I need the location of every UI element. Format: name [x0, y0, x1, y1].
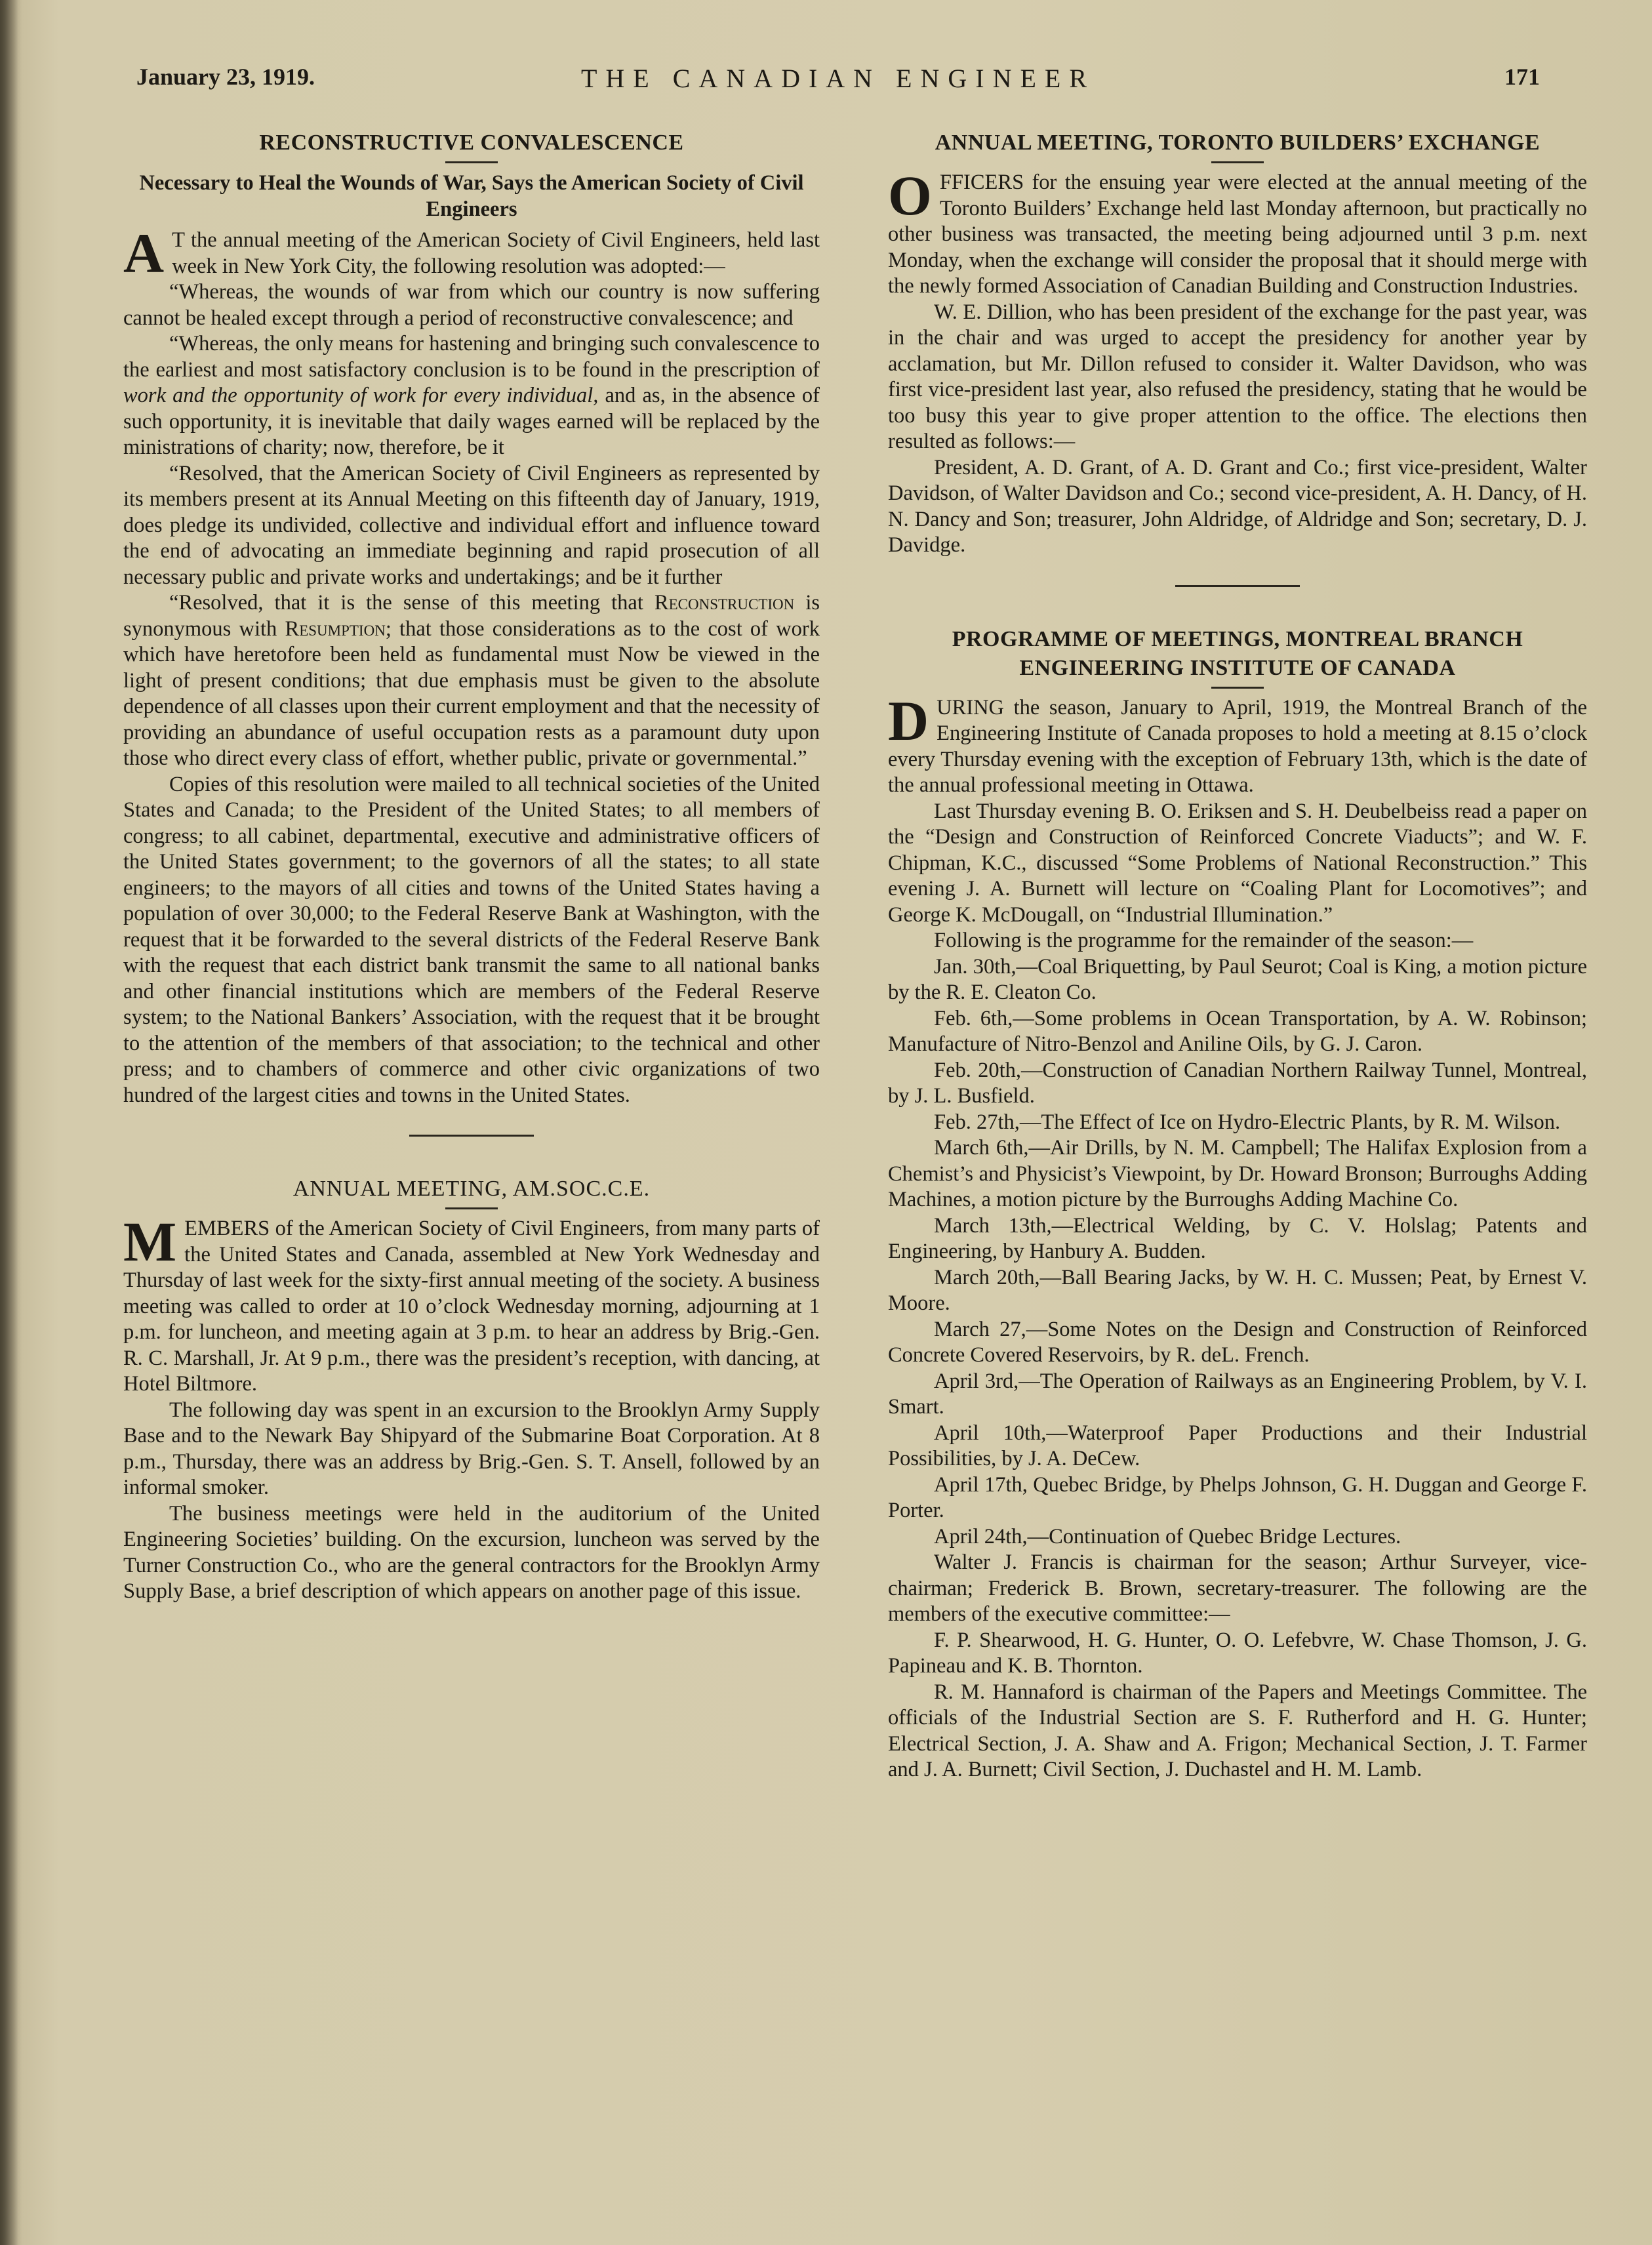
programme-item: April 17th, Quebec Bridge, by Phelps Johnson, G. H. Duggan and George F. Porter. [888, 1472, 1587, 1522]
paragraph: The business meetings were held in the auditorium of the United Engineering Societies’ building. On the excursion, luncheon was served by the Turner Construction Co., who are the general contractors for the Brooklyn Army Supply Base, a brief description of which appears on another page of this issue. [123, 1501, 820, 1603]
running-header [136, 63, 1540, 102]
programme-item: Jan. 30th,—Coal Briquetting, by Paul Seurot; Coal is King, a motion picture by the R. E. Cleaton Co. [888, 954, 1587, 1004]
paragraph: F. P. Shearwood, H. G. Hunter, O. O. Lefebvre, W. Chase Thomson, J. G. Papineau and K. B. Thornton. [888, 1628, 1587, 1678]
article-annual-meeting-amsocce [123, 1175, 820, 1605]
programme-item: March 20th,—Ball Bearing Jacks, by W. H. C. Mussen; Peat, by Ernest V. Moore. [888, 1265, 1587, 1315]
paragraph: “Resolved, that it is the sense of this meeting that Reconstruction is synonymous with Resumption; that those considerations as to the cost of work which have heretofore been held as fundamental must Now be viewed in the light of present conditions; that due emphasis must be given to the absolute dependence of all classes upon their current employment and that the necessity of providing an abundance of useful occupation rests as a paramount duty upon those who direct every class of effort, whether public, private or governmental.” [123, 591, 820, 770]
programme-item: April 3rd,—The Operation of Railways as an Engineering Problem, by V. I. Smart. [888, 1369, 1587, 1419]
title-rule [445, 161, 498, 163]
drop-cap: M [123, 1210, 177, 1273]
paragraph: A T the annual meeting of the American Society of Civil Engineers, held last week in New York City, the following resolution was adopted:— [123, 222, 820, 285]
paragraph: Last Thursday evening B. O. Eriksen and S. H. Deubelbeiss read a paper on the “Design and Construction of Reinforced Concrete Viaducts”; and W. F. Chipman, K.C., discussed “Some Problems of National Reconstruction.” This evening J. A. Burnett will lecture on “Coaling Plant for Locomotives”; and George K. McDougall, on “Industrial Illumination.” [888, 799, 1587, 927]
paragraph: R. M. Hannaford is chairman of the Papers and Meetings Committee. The officials of the Industrial Section are S. F. Rutherford and H. G. Hunter; Electrical Section, J. A. Shaw and A. Frigon; Mechanical Section, J. T. Farmer and J. A. Burnett; Civil Section, J. Duchastel and H. M. Lamb. [888, 1680, 1587, 1781]
title-rule [1211, 687, 1264, 689]
paragraph: “Resolved, that the American Society of Civil Engineers as represented by its members present at its Annual Meeting on this fifteenth day of January, 1919, does pledge its undivided, collective and individual effort and influence toward the end of advocating an immediate beginning and rapid prosecution of all necessary public and private works and undertakings; and be it further [123, 461, 820, 589]
programme-item: April 10th,—Waterproof Paper Productions and their Industrial Possibilities, by J. A. DeCew. [888, 1421, 1587, 1470]
drop-cap: O [888, 164, 932, 227]
article-title: RECONSTRUCTIVE CONVALESCENCE [259, 131, 684, 155]
issue-date: January 23, 1919. [136, 64, 315, 90]
programme-item: Feb. 6th,—Some problems in Ocean Transportation, by A. W. Robinson; Manufacture of Nitro-Benzol and Aniline Oils, by G. J. Caron. [888, 1006, 1587, 1056]
programme-item: Feb. 20th,—Construction of Canadian Northern Railway Tunnel, Montreal, by J. L. Busfield. [888, 1058, 1587, 1108]
article-montreal-programme [888, 625, 1587, 1783]
section-divider [1175, 585, 1300, 587]
paragraph: “Whereas, the only means for hastening and bringing such convalescence to the earliest and most satisfactory conclusion is to be found in the prescription of work and the opportunity of work for every individual, and as, in the absence of such opportunity, it is inevitable that daily wages earned will be replaced by the ministrations of charity; now, therefore, be it [123, 332, 820, 459]
paragraph: Walter J. Francis is chairman for the season; Arthur Surveyer, vice-chairman; Frederick B. Brown, secretary-treasurer. The following are the members of the executive committee:— [888, 1550, 1587, 1626]
page-number: 171 [1504, 64, 1540, 90]
programme-item: March 6th,—Air Drills, by N. M. Campbell; The Halifax Explosion from a Chemist’s and Physicist’s Viewpoint, by Dr. Howard Bronson; Burroughs Adding Machines, a motion picture by the Burroughs Adding Machine Co. [888, 1136, 1587, 1211]
drop-cap: D [888, 689, 929, 752]
binding-shadow [0, 0, 18, 2245]
paragraph: The following day was spent in an excursion to the Brooklyn Army Supply Base and to the Newark Bay Shipyard of the Submarine Boat Corporation. At 8 p.m., Thursday, there was an address by Brig.-Gen. S. T. Ansell, followed by an informal smoker. [123, 1398, 820, 1499]
right-column [888, 129, 1587, 1783]
title-rule [445, 1207, 498, 1209]
article-title: ANNUAL MEETING, TORONTO BUILDERS’ EXCHANGE [935, 131, 1541, 155]
paragraph: Following is the programme for the remainder of the season:— [934, 929, 1474, 952]
programme-item: March 13th,—Electrical Welding, by C. V. Holslag; Patents and Engineering, by Hanbury A. Budden. [888, 1213, 1587, 1263]
section-divider [409, 1135, 534, 1137]
article-reconstructive-convalescence [123, 129, 820, 1108]
drop-cap: A [123, 222, 165, 285]
programme-item: April 24th,—Continuation of Quebec Bridge Lectures. [934, 1524, 1401, 1548]
paragraph: MEMBERS of the American Society of Civil Engineers, from many parts of the United States and Canada, assembled at New York Wednesday and Thursday of last week for the sixty-first annual meeting of the society. A business meeting was called to order at 10 o’clock Wednesday morning, adjourning at 1 p.m. for luncheon, and meeting again at 3 p.m. to hear an address by Brig.-Gen. R. C. Marshall, Jr. At 9 p.m., there was the president’s reception, with dancing, at Hotel Biltmore. [123, 1210, 820, 1396]
paragraph: OFFICERS for the ensuing year were elected at the annual meeting of the Toronto Builders’ Exchange held last Monday afternoon, but practically no other business was transacted, the meeting being adjourned until 3 p.m. next Monday, when the exchange will consider the proposal that it should merge with the newly formed Association of Canadian Building and Construction Industries. [888, 164, 1587, 298]
paragraph: W. E. Dillion, who has been president of the exchange for the past year, was in the chair and was urged to accept the presidency for another year by acclamation, but Mr. Dillon refused to consider it. Walter Davidson, who was first vice-president last year, also refused the presidency, stating that he would be too busy this year to give proper attention to the office. The elections then resulted as follows:— [888, 300, 1587, 453]
programme-item: Feb. 27th,—The Effect of Ice on Hydro-Electric Plants, by R. M. Wilson. [934, 1110, 1561, 1134]
italic-phrase: work and the opportunity of work for every individual, [123, 384, 599, 407]
paragraph: DURING the season, January to April, 1919, the Montreal Branch of the Engineering Institute of Canada proposes to hold a meeting at 8.15 o’clock every Thursday evening with the exception of February 13th, which is the date of the annual professional meeting in Ottawa. [888, 689, 1587, 797]
article-toronto-builders-exchange [888, 129, 1587, 559]
small-caps-word: Resumption [285, 617, 386, 641]
paragraph: “Whereas, the wounds of war from which our country is now suffering cannot be healed except through a period of reconstructive convalescence; and [123, 280, 820, 330]
paragraph: President, A. D. Grant, of A. D. Grant and Co.; first vice-president, Walter Davidson, of Walter Davidson and Co.; second vice-president, A. H. Dancy, of H. N. Dancy and Son; treasurer, John Aldridge, of Aldridge and Son; secretary, D. J. Davidge. [888, 455, 1587, 557]
article-subtitle: Necessary to Heal the Wounds of War, Says the American Society of Civil Engineers [139, 171, 804, 221]
left-column [123, 129, 820, 1605]
title-rule [1211, 161, 1264, 163]
article-title: ANNUAL MEETING, AM.SOC.C.E. [292, 1177, 651, 1201]
paragraph: Copies of this resolution were mailed to all technical societies of the United States and Canada; to the President of the United States; to all members of congress; to all cabinet, departmental, executive and administrative officers of the United States government; to the governors of all the states; to all state engineers; to the mayors of all cities and towns of the United States having a population of over 30,000; to the Federal Reserve Bank at Washington, with the request that it be forwarded to the several districts of the Federal Reserve Bank with the request that each district bank transmit the same to all national banks and other financial institutions which are members of the Federal Reserve system; to the National Bankers’ Association, with the request that it be brought to the attention of the members of that association; to the technical and other press; and to chambers of commerce and other civic organizations of two hundred of the largest cities and towns in the United States. [123, 772, 820, 1107]
programme-item: March 27,—Some Notes on the Design and Construction of Reinforced Concrete Covered Reservoirs, by R. deL. French. [888, 1317, 1587, 1367]
journal-title: THE CANADIAN ENGINEER [580, 64, 1096, 93]
article-title: PROGRAMME OF MEETINGS, MONTREAL BRANCH ENGINEERING INSTITUTE OF CANADA [952, 626, 1523, 680]
small-caps-word: Reconstruction [654, 591, 795, 615]
